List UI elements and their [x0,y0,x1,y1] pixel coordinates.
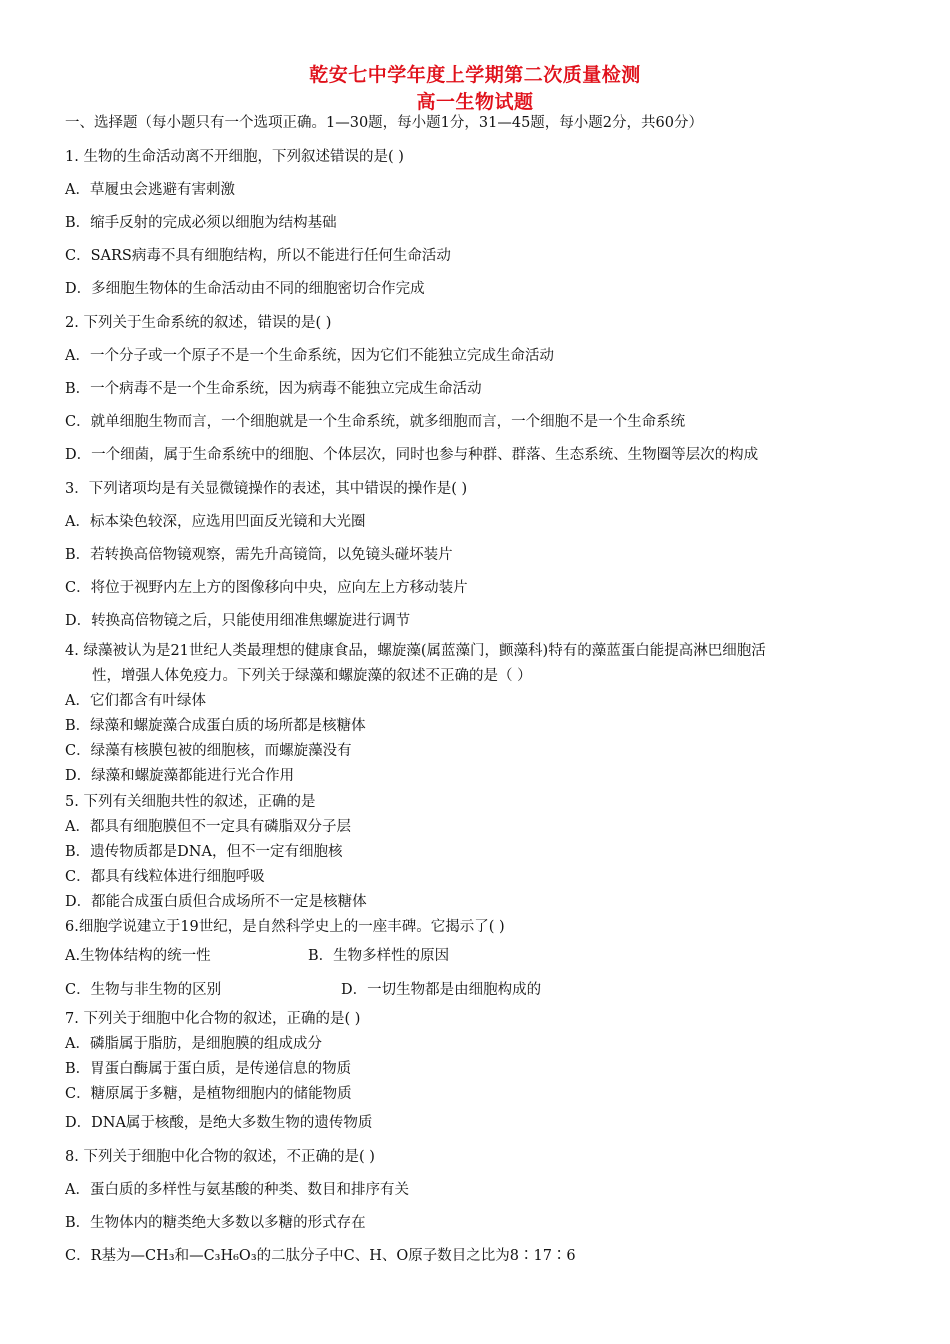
question-8-option-a: A．蛋白质的多样性与氨基酸的种类、数目和排序有关 [65,1182,409,1198]
exam-title: 乾安七中学年度上学期第二次质量检测 [309,64,641,86]
question-6-option-b: B．生物多样性的原因 [308,948,450,964]
question-5-option-b: B．遗传物质都是DNA，但不一定有细胞核 [65,844,343,860]
question-6-option-a: A.生物体结构的统一性 [65,948,211,964]
question-2-option-b: B．一个病毒不是一个生命系统，因为病毒不能独立完成生命活动 [65,381,482,397]
question-1-option-c: C．SARS病毒不具有细胞结构，所以不能进行任何生命活动 [65,248,451,264]
question-8-option-b: B．生物体内的糖类绝大多数以多糖的形式存在 [65,1215,366,1231]
question-4-stem: 4. 绿藻被认为是21世纪人类最理想的健康食品，螺旋藻(属蓝藻门，颤藻科)特有的藻蓝蛋白能提高淋巴细胞活 [65,643,766,659]
question-3-option-c: C．将位于视野内左上方的图像移向中央，应向左上方移动装片 [65,580,468,596]
question-2-option-c: C．就单细胞生物而言，一个细胞就是一个生命系统，就多细胞而言，一个细胞不是一个生命系统 [65,414,686,430]
question-5-stem: 5. 下列有关细胞共性的叙述，正确的是 [65,794,316,810]
question-6-option-d: D．一切生物都是由细胞构成的 [341,982,542,998]
question-7-option-a: A．磷脂属于脂肪，是细胞膜的组成成分 [65,1036,322,1052]
exam-subtitle: 高一生物试题 [416,91,534,113]
question-5-option-a: A．都具有细胞膜但不一定具有磷脂双分子层 [65,819,351,835]
question-1-stem: 1. 生物的生命活动离不开细胞，下列叙述错误的是( ) [65,149,404,165]
question-1-option-d: D．多细胞生物体的生命活动由不同的细胞密切合作完成 [65,281,425,297]
question-4-stem-continued: 性，增强人体免疫力。下列关于绿藻和螺旋藻的叙述不正确的是（ ） [92,668,532,684]
question-2-stem: 2. 下列关于生命系统的叙述，错误的是( ) [65,315,332,331]
question-7-option-d: D．DNA属于核酸，是绝大多数生物的遗传物质 [65,1115,373,1131]
question-8-stem: 8. 下列关于细胞中化合物的叙述，不正确的是( ) [65,1149,375,1165]
question-7-option-b: B．胃蛋白酶属于蛋白质，是传递信息的物质 [65,1061,352,1077]
section-heading: 一、选择题（每小题只有一个选项正确。1—30题，每小题1分，31—45题，每小题2分，共60分） [65,115,703,131]
question-1-option-b: B．缩手反射的完成必须以细胞为结构基础 [65,215,337,231]
question-3-option-b: B．若转换高倍物镜观察，需先升高镜筒，以免镜头碰坏装片 [65,547,453,563]
question-4-option-a: A．它们都含有叶绿体 [65,693,206,709]
question-1-option-a: A．草履虫会逃避有害刺激 [65,182,235,198]
question-4-option-b: B．绿藻和螺旋藻合成蛋白质的场所都是核糖体 [65,718,366,734]
question-2-option-d: D．一个细菌，属于生命系统中的细胞、个体层次，同时也参与种群、群落、生态系统、生物圈等层次的构成 [65,447,759,463]
question-7-stem: 7. 下列关于细胞中化合物的叙述，正确的是( ) [65,1011,361,1027]
question-8-option-c: C．R基为—CH₃和—C₃H₆O₃的二肽分子中C、H、O原子数目之比为8∶17∶6 [65,1248,576,1264]
question-5-option-d: D．都能合成蛋白质但合成场所不一定是核糖体 [65,894,367,910]
question-6-option-c: C．生物与非生物的区别 [65,982,222,998]
question-4-option-d: D．绿藻和螺旋藻都能进行光合作用 [65,768,295,784]
question-5-option-c: C．都具有线粒体进行细胞呼吸 [65,869,265,885]
question-7-option-c: C．糖原属于多糖，是植物细胞内的储能物质 [65,1086,352,1102]
question-3-option-d: D．转换高倍物镜之后，只能使用细准焦螺旋进行调节 [65,613,411,629]
question-3-stem: 3．下列诸项均是有关显微镜操作的表述，其中错误的操作是( ) [65,481,468,497]
question-3-option-a: A．标本染色较深，应选用凹面反光镜和大光圈 [65,514,366,530]
question-2-option-a: A．一个分子或一个原子不是一个生命系统，因为它们不能独立完成生命活动 [65,348,554,364]
question-6-stem: 6.细胞学说建立于19世纪，是自然科学史上的一座丰碑。它揭示了( ) [65,919,505,935]
question-4-option-c: C．绿藻有核膜包被的细胞核，而螺旋藻没有 [65,743,352,759]
